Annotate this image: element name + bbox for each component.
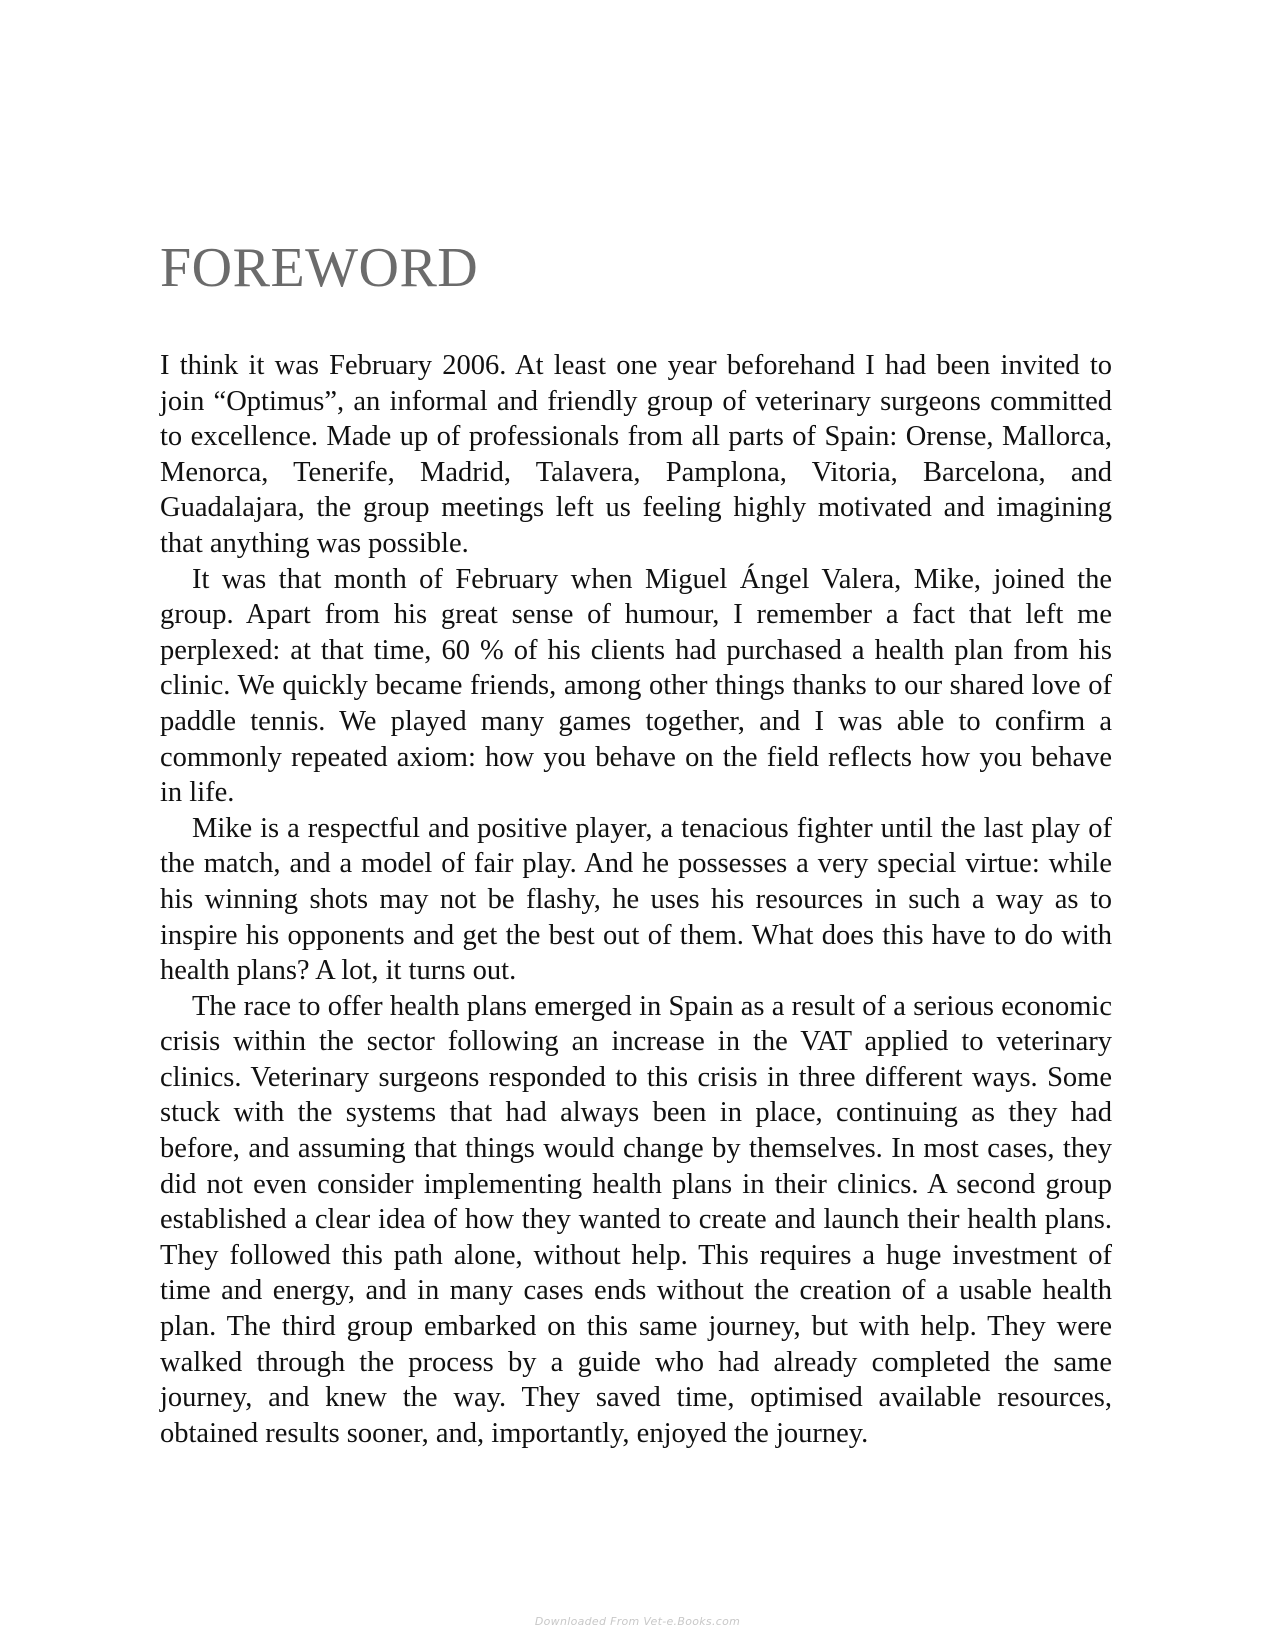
- foreword-body: [160, 348, 1112, 1451]
- footer-watermark: Downloaded From Vet-e.Books.com: [534, 1615, 741, 1628]
- chapter-title: FOREWORD: [160, 237, 479, 299]
- paragraph-3: Mike is a respectful and positive player, a tenacious fighter until the last play of the match, and a model of fair play. And he possesses a very special virtue: while his winning shots may not be flashy, he uses his resources in such a way as to inspire his opponents and get the best out of them. What does this have to do with health plans? A lot, it turns out.: [160, 812, 1112, 987]
- paragraph-2: It was that month of February when Miguel Ángel Valera, Mike, joined the group. Apart from his great sense of humour, I remember a fact that left me perplexed: at that time, 60 % of his clients had purchased a health plan from his clinic. We quickly became friends, among other things thanks to our shared love of paddle tennis. We played many games together, and I was able to confirm a commonly repeated axiom: how you behave on the field reflects how you behave in life.: [160, 563, 1112, 809]
- paragraph-4: The race to offer health plans emerged in Spain as a result of a serious economic crisis within the sector following an increase in the VAT applied to veterinary clinics. Veterinary surgeons responded to this crisis in three different ways. Some stuck with the systems that had always been in place, continuing as they had before, and assuming that things would change by themselves. In most cases, they did not even consider implementing health plans in their clinics. A second group established a clear idea of how they wanted to create and launch their health plans. They followed this path alone, without help. This requires a huge investment of time and energy, and in many cases ends without the creation of a usable health plan. The third group embarked on this same journey, but with help. They were walked through the process by a guide who had already completed the same journey, and knew the way. They saved time, optimised available resources, obtained results sooner, and, importantly, enjoyed the journey.: [160, 990, 1112, 1449]
- paragraph-1: I think it was February 2006. At least one year beforehand I had been invited to join “Optimus”, an informal and friendly group of veterinary surgeons committed to excellence. Made up of professionals from all parts of Spain: Orense, Mallorca, Menorca, Tenerife, Madrid, Talavera, Pamplona, Vitoria, Barcelona, and Guadalajara, the group meetings left us feeling highly motivated and imagining that anything was possible.: [160, 350, 1112, 559]
